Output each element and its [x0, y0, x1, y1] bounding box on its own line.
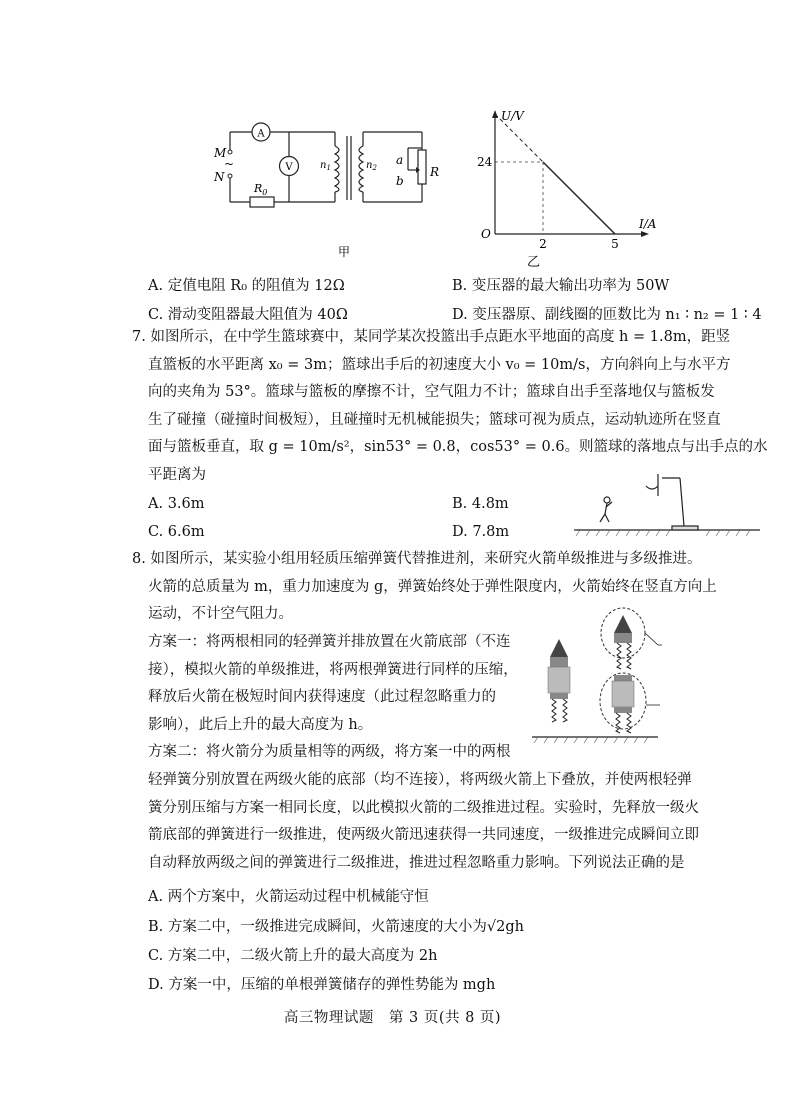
y-tick-24: 24 [477, 155, 493, 169]
rheostat-r-label: R [430, 165, 440, 179]
q8-option-b: B. 方案二中，一级推进完成瞬间，火箭速度的大小为√2gh [148, 919, 524, 935]
q8-option-d: D. 方案一中，压缩的单根弹簧储存的弹性势能为 mgh [148, 977, 496, 993]
q7-line-2: 直篮板的水平距离 x₀ = 3m；篮球出手后的初速度大小 v₀ = 10m/s，方向斜向上与水平方 [148, 356, 731, 373]
terminal-m-label: M [214, 146, 227, 160]
ui-graph [475, 104, 675, 274]
q8-s2-line-4: 箭底部的弹簧进行一级推进，使两级火箭迅速获得一共同速度，一级推进完成瞬间立即 [148, 827, 699, 843]
q7-option-d: D. 7.8m [452, 524, 510, 540]
q7-option-c: C. 6.6m [148, 524, 205, 540]
voltmeter-label: V [285, 162, 293, 173]
ac-symbol: ~ [224, 157, 235, 171]
terminal-n-label: N [214, 170, 225, 184]
y-axis-label: U/V [501, 109, 524, 123]
q8-line-1: 8. 如图所示，某实验小组用轻质压缩弹簧代替推进剂，来研究火箭单级推进与多级推进。 [132, 551, 702, 567]
rheostat-a-label: a [396, 153, 404, 167]
r0-label: R [254, 182, 263, 195]
q7-line-5: 面与篮板垂直，取 g = 10m/s²，sin53° = 0.8，cos53° = 0.6。则篮球的落地点与出手点的水 [148, 439, 768, 455]
q8-scheme-1 [148, 629, 528, 767]
x-axis-label: I/A [639, 217, 657, 231]
n2-subscript: 2 [372, 164, 377, 172]
q8-s2-line-2: 轻弹簧分别放置在两级火能的底部（均不连接），将两级火箭上下叠放，并使两根轻弹 [148, 772, 692, 788]
q8-s1-line-1: 方案一：将两根相同的轻弹簧并排放置在火箭底部（不连 [148, 634, 511, 650]
n2-label: n [366, 160, 373, 171]
q8-s1-line-3: 释放后火箭在极短时间内获得速度（此过程忽略重力的 [148, 689, 496, 705]
rocket-diagram [530, 605, 765, 765]
svg-text:n1 [320, 160, 331, 172]
r0-subscript: 0 [262, 188, 268, 197]
q8-scheme-2-body [148, 767, 768, 877]
x-tick-2: 2 [539, 237, 547, 251]
n1-subscript: 1 [326, 164, 331, 172]
q6-option-b: B. 变压器的最大输出功率为 50W [452, 278, 670, 294]
question-7 [132, 324, 772, 489]
circuit-caption: 甲 [338, 245, 351, 259]
q8-line-3: 运动，不计空气阻力。 [148, 606, 293, 622]
graph-caption: 乙 [527, 255, 541, 270]
q8-s1-line-4: 影响），此后上升的最大高度为 h。 [148, 716, 373, 733]
page-footer: 高三物理试题 第 3 页(共 8 页) [283, 1010, 502, 1026]
basketball-diagram [570, 470, 770, 540]
graph-line [543, 162, 615, 234]
q7-line-3: 向的夹角为 53°。篮球与篮板的摩擦不计，空气阻力不计；篮球自出手至落地仅与篮板发 [148, 384, 715, 400]
q8-option-c: C. 方案二中，二级火箭上升的最大高度为 2h [148, 948, 438, 964]
q7-line-4: 生了碰撞（碰撞时间极短），且碰撞时无机械能损失；篮球可视为质点，运动轨迹所在竖直 [148, 411, 721, 428]
q7-option-b: B. 4.8m [452, 496, 509, 512]
q6-option-d: D. 变压器原、副线圈的匝数比为 n₁ ∶ n₂ = 1 ∶ 4 [452, 307, 762, 323]
circuit-diagram [200, 108, 450, 268]
q8-s1-line-2: 接），模拟火箭的单级推进，将两根弹簧进行同样的压缩， [148, 661, 518, 678]
svg-text:n2 [366, 160, 377, 172]
q7-line-6: 平距离为 [148, 466, 206, 483]
q8-line-2: 火箭的总质量为 m，重力加速度为 g，弹簧始终处于弹性限度内，火箭始终在竖直方向上 [148, 578, 717, 595]
origin-label: O [481, 227, 491, 241]
ammeter-label: A [257, 128, 265, 140]
q8-option-a: A. 两个方案中，火箭运动过程中机械能守恒 [148, 889, 429, 905]
q6-option-c: C. 滑动变阻器最大阻值为 40Ω [148, 307, 348, 323]
q8-s2-line-3: 簧分别压缩与方案一相同长度，以此模拟火箭的二级推进过程。实验时，先释放一级火 [148, 799, 699, 816]
rheostat-b-label: b [396, 174, 404, 188]
q7-option-a: A. 3.6m [148, 496, 205, 512]
svg-text:R0 [253, 182, 267, 197]
q8-s2-line-1: 方案二：将火箭分为质量相等的两级，将方案一中的两根 [148, 744, 511, 760]
q6-option-a: A. 定值电阻 R₀ 的阻值为 12Ω [148, 278, 345, 294]
x-tick-5: 5 [611, 237, 619, 251]
n1-label: n [320, 160, 327, 171]
q7-line-1: 7. 如图所示，在中学生篮球赛中，某同学某次投篮出手点距水平地面的高度 h = 1.8m，距竖 [132, 329, 731, 345]
q8-s2-line-5: 自动释放两级之间的弹簧进行二级推进，推进过程忽略重力影响。下列说法正确的是 [148, 854, 685, 871]
